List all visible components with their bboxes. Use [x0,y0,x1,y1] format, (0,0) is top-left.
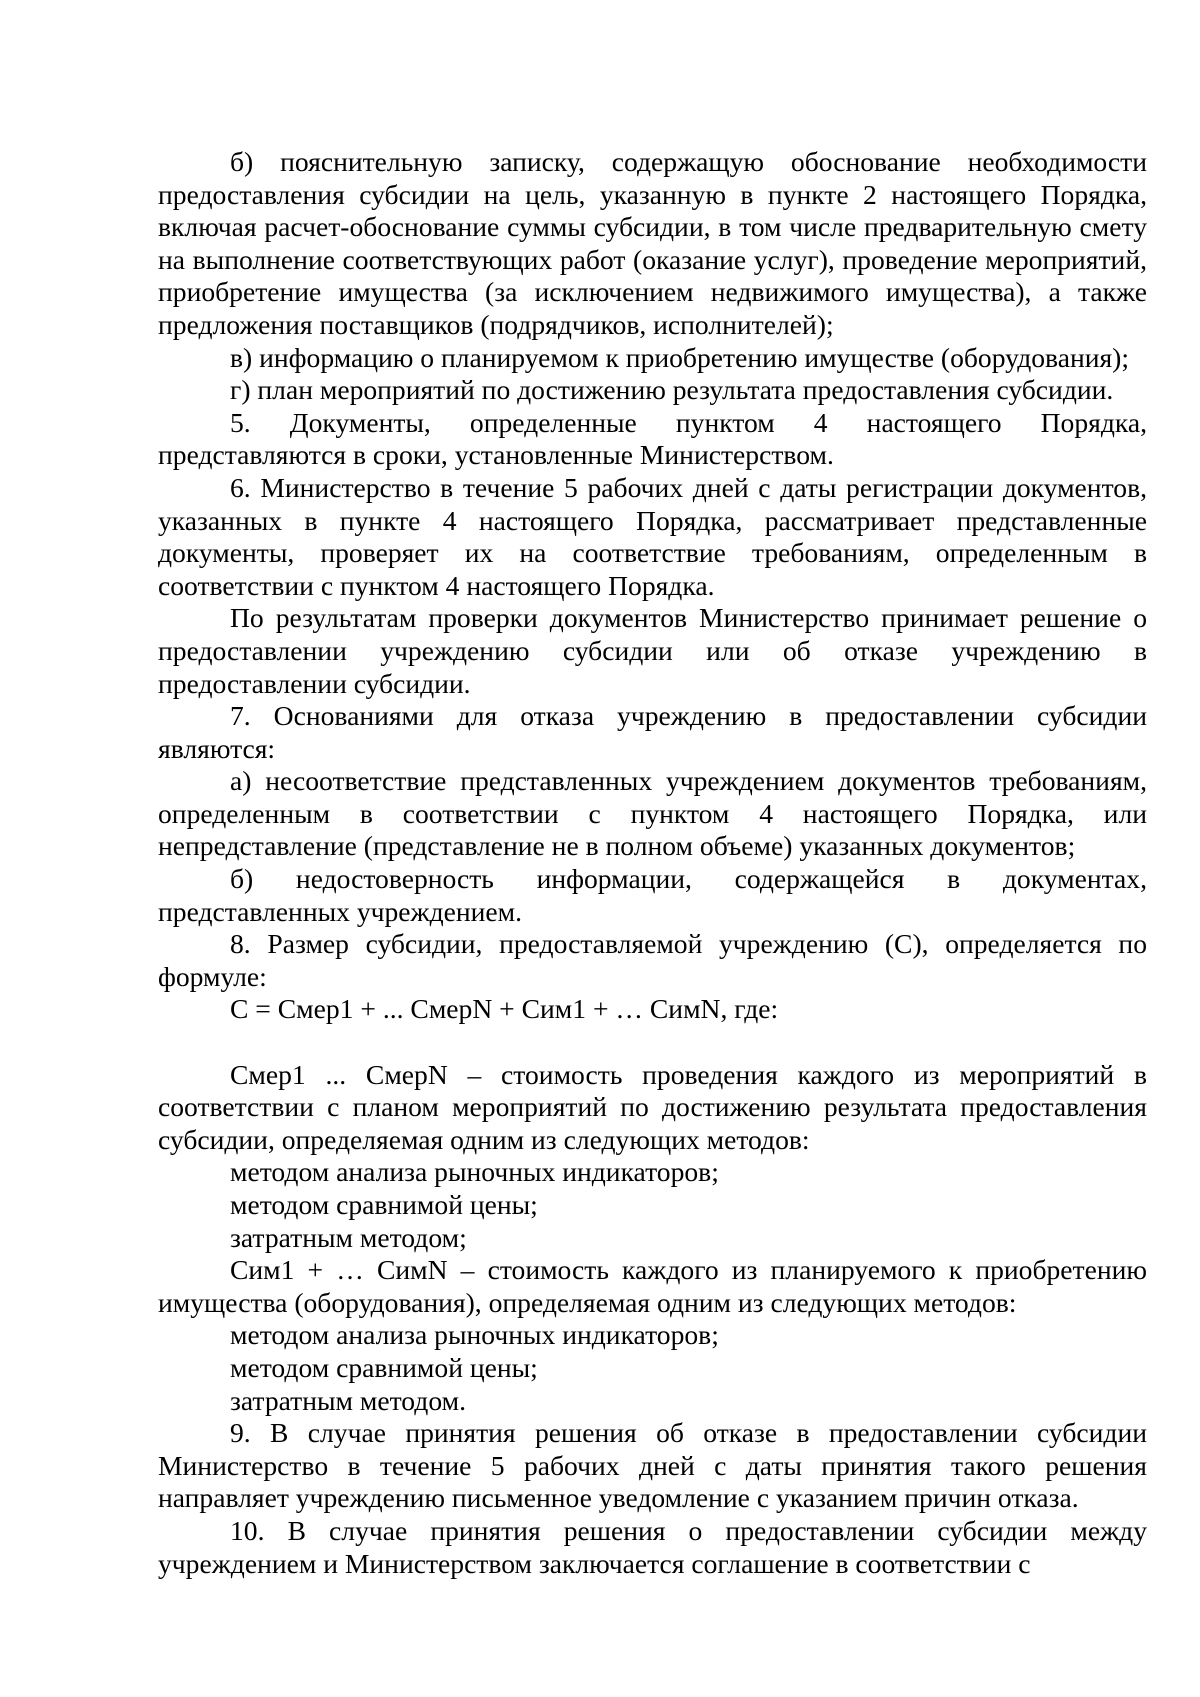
method-market-indicators-2: методом анализа рыночных индикаторов; [230,1319,719,1351]
paragraph-4g-action-plan: г) план мероприятий по достижению результата предоставления субсидии. [230,374,1114,406]
paragraph-9-refusal-notice: 9. В случае принятия решения об отказе в предоставлении субсидии Министерство в течение 5 рабочих дней с даты принятия такого решения направляет учреждению письменное уведомление с указанием причин отказа. [158,1417,1147,1514]
blank-line [158,1026,1147,1059]
paragraph-sim-definition: Сим1 + … СимN – стоимость каждого из планируемого к приобретению имущества (оборудования), определяемая одним из следующих методов: [158,1254,1147,1318]
paragraph-7b-unreliability: б) недостоверность информации, содержащейся в документах, представленных учреждением. [158,863,1147,927]
paragraph-4b-explanatory-note: б) пояснительную записку, содержащую обоснование необходимости предоставления субсидии на цель, указанную в пункте 2 настоящего Порядка, включая расчет-обоснование суммы субсидии, в том числе предварительную смету на выполнение соответствующих работ (оказание услуг), проведение мероприятий, приобретение имущества (за исключением недвижимого имущества), а также предложения поставщиков (подрядчиков, исполнителей); [158,146,1147,340]
method-comparable-price: методом сравнимой цены; [230,1189,538,1220]
paragraph-7a-nonconformity: а) несоответствие представленных учреждением документов требованиям, определенным в соответствии с пунктом 4 настоящего Порядка, или непредставление (представление не в полном объеме) указанных документов; [158,765,1147,862]
formula-line: С = Смер1 + ... СмерN + Сим1 + … СимN, где: [230,993,779,1025]
document-page [158,146,1147,1580]
paragraph-smer-definition: Смер1 ... СмерN – стоимость проведения каждого из мероприятий в соответствии с планом мероприятий по достижению результата предоставления субсидии, определяемая одним из следующих методов: [158,1058,1147,1155]
paragraph-6-review: 6. Министерство в течение 5 рабочих дней с даты регистрации документов, указанных в пункте 4 настоящего Порядка, рассматривает представленные документы, проверяет их на соответствие требованиям, определенным в соответствии с пунктом 4 настоящего Порядка. [158,471,1147,601]
paragraph-4v-property-info: в) информацию о планируемом к приобретению имуществе (оборудования); [230,341,1130,373]
paragraph-8-subsidy-size: 8. Размер субсидии, предоставляемой учреждению (С), определяется по формуле: [158,928,1147,992]
paragraph-6-decision: По результатам проверки документов Министерство принимает решение о предоставлении учреждению субсидии или об отказе учреждению в предоставлении субсидии. [158,602,1147,699]
paragraph-7-refusal-grounds: 7. Основаниями для отказа учреждению в предоставлении субсидии являются: [158,700,1147,764]
paragraph-10-agreement: 10. В случае принятия решения о предоставлении субсидии между учреждением и Министерством заключается соглашение в соответствии с [158,1514,1147,1579]
method-cost-2: затратным методом. [230,1384,466,1416]
method-comparable-price-2: методом сравнимой цены; [230,1351,538,1383]
paragraph-5-deadlines: 5. Документы, определенные пунктом 4 настоящего Порядка, представляются в сроки, установленные Министерством. [158,406,1147,471]
method-cost: затратным методом; [230,1221,467,1253]
method-market-indicators: методом анализа рыночных индикаторов; [230,1156,719,1188]
